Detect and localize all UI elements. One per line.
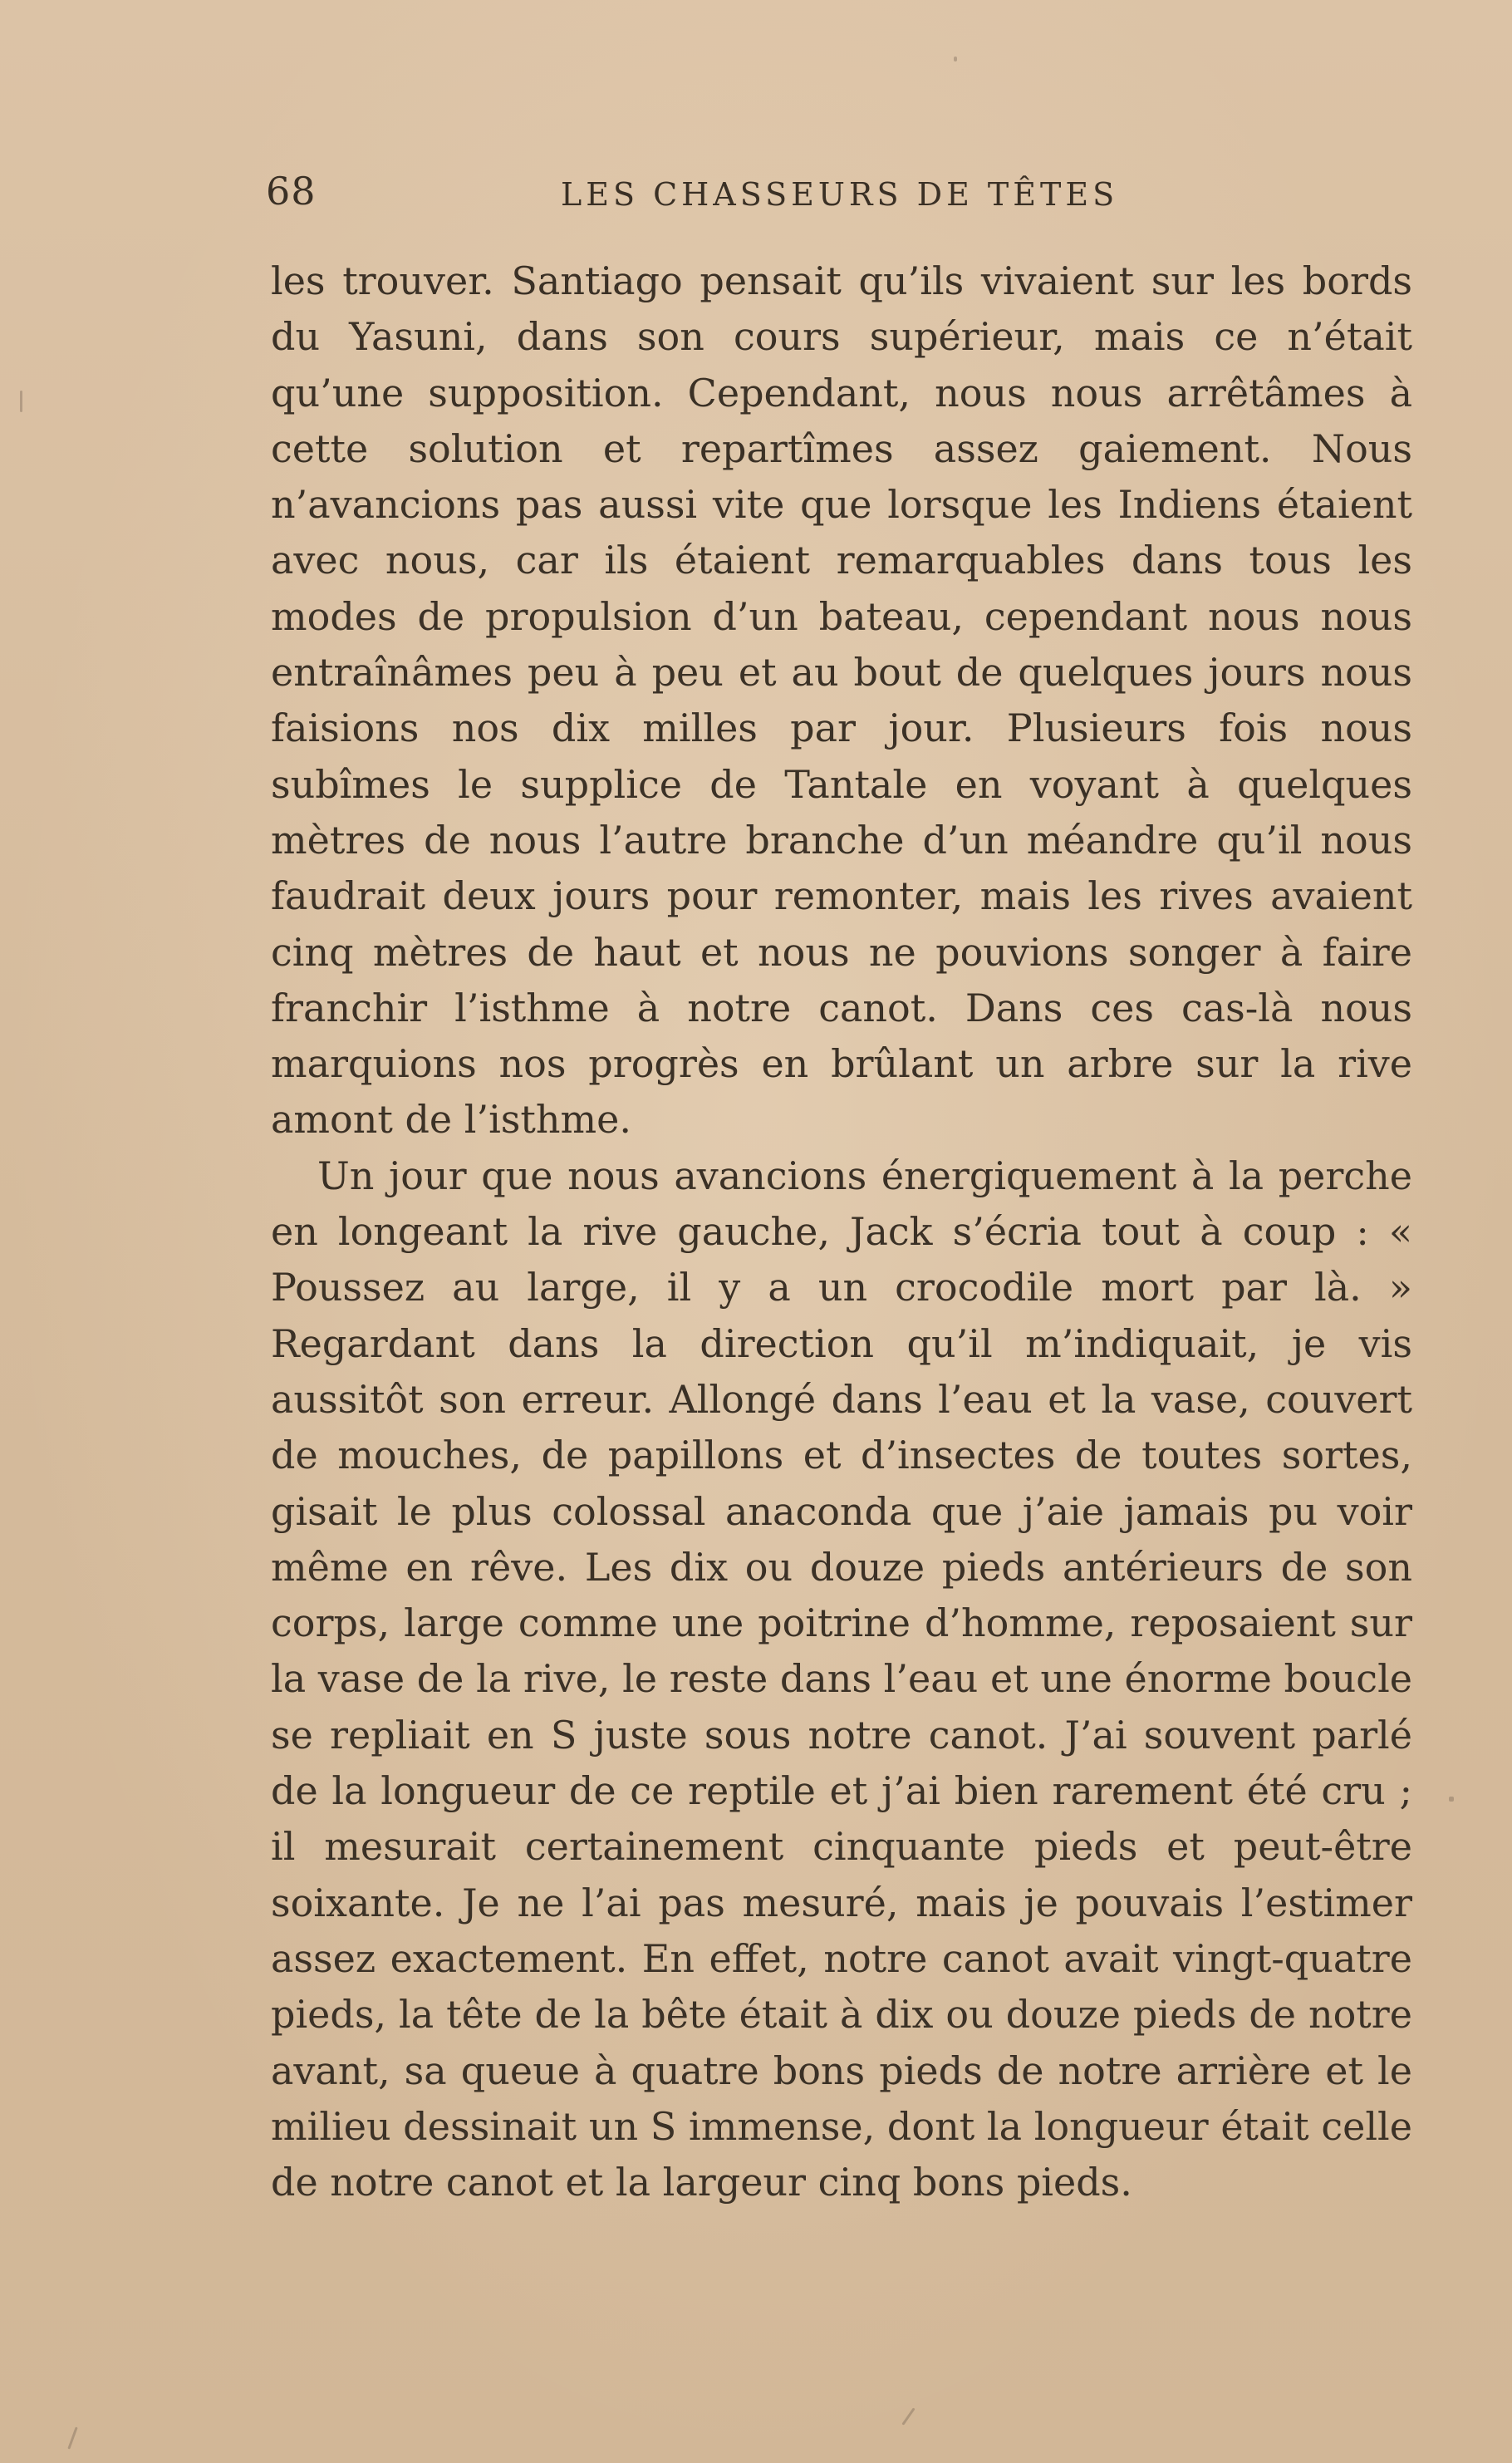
paper-speck [954,57,957,61]
paragraph: Un jour que nous avancions énergiquement à la perche en longeant la rive gauche, Jack s’écria tout à coup : « Poussez au large, il y a un crocodile mort par là. » Regardant dans la direction qu’il m’indiquait, je vis aussitôt son erreur. Allongé dans l’eau et la vase, couvert de mouches, de papillons et d’insectes de toutes sortes, gisait le plus colossal anaconda que j’aie jamais pu voir même en rêve. Les dix ou douze pieds antérieurs de son corps, large comme une poitrine d’homme, reposaient sur la vase de la rive, le reste dans l’eau et une énorme boucle se repliait en S juste sous notre canot. J’ai souvent parlé de la longueur de ce reptile et j’ai bien rarement été cru ; il mesurait certainement cinquante pieds et peut-être soixante. Je ne l’ai pas mesuré, mais je pouvais l’estimer assez exactement. En effet, notre canot avait vingt-quatre pieds, la tête de la bête était à dix ou douze pieds de notre avant, sa queue à quatre bons pieds de notre arrière et le milieu dessinait un S immense, dont la longueur était celle de notre canot et la largeur cinq bons pieds. [271,1153,1412,2205]
paragraph: les trouver. Santiago pensait qu’ils vivaient sur les bords du Yasuni, dans son cours supérieur, mais ce n’était qu’une supposition. Cependant, nous nous arrêtâmes à cette solution et repartîmes assez gaiement. Nous n’avancions pas aussi vite que lorsque les Indiens étaient avec nous, car ils étaient remarquables dans tous les modes de propulsion d’un bateau, cependant nous nous entraînâmes peu à peu et au bout de quelques jours nous faisions nos dix milles par jour. Plusieurs fois nous subîmes le supplice de Tantale en voyant à quelques mètres de nous l’autre branche d’un méandre qu’il nous faudrait deux jours pour remonter, mais les rives avaient cinq mètres de haut et nous ne pouvions songer à faire franchir l’isthme à notre canot. Dans ces cas-là nous marquions nos progrès en brûlant un arbre sur la rive amont de l’isthme. [271,258,1412,1143]
page-number: 68 [266,169,317,214]
paper-speck [1449,1797,1454,1802]
page-header [266,163,1412,221]
running-title: LES CHASSEURS DE TÊTES [561,176,1119,213]
paper-speck [901,2407,915,2425]
body-text [271,253,1412,2210]
paper-speck [20,391,22,412]
paper-speck [67,2426,77,2449]
